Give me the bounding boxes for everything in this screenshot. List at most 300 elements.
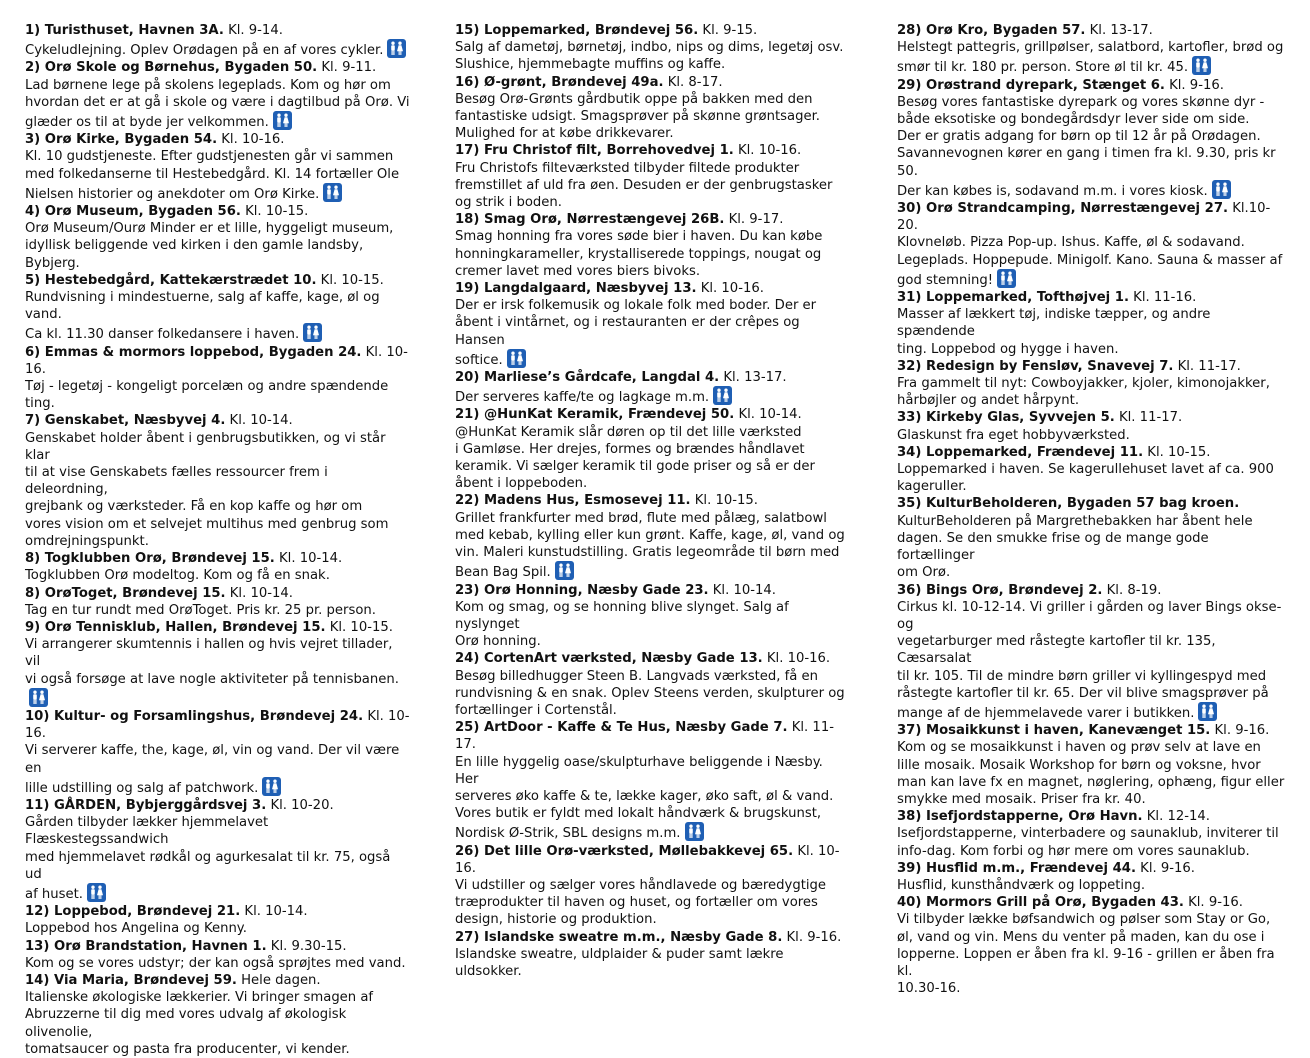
opening-hours: Kl. 10-14. [229,413,293,429]
toilet-icon [303,323,322,342]
opening-hours: Kl. 10-16. [221,132,285,148]
toilet-icon [87,883,106,902]
opening-hours: Kl. 9-16. [1214,723,1270,739]
location-entry [25,131,410,203]
entry-place: Loppemarked, Brøndevej 56. [483,23,699,38]
entry-number: 3) [25,132,41,148]
entry-number: 9) [25,619,41,635]
entry-name [25,204,241,219]
entry-number: 14) [25,972,50,988]
entry-title [897,444,1289,461]
location-entry [25,619,410,708]
entry-number: 32) [897,358,922,374]
entry-place: Hestebedgård, Kattekærstrædet 10. [44,272,317,288]
entry-description [25,989,410,1058]
entry-number: 23) [455,582,480,598]
entry-description [455,228,850,280]
entry-place: Orø Museum, Bygaden 56. [44,204,241,220]
entry-number: 10) [25,708,50,724]
location-entry [455,369,850,406]
description-text: Besøg billedhugger Steen B. Langvads værksted, få en rundvisning & en snak. Oplev Steens verden, skulpturer og fortællinger i Cortenstål. [455,668,845,718]
entry-name [25,345,361,360]
entry-title [25,203,410,220]
entry-place: Genskabet, Næsbyvej 4. [44,413,226,429]
entry-name [25,709,363,724]
column-3 [897,22,1289,997]
entry-description [455,754,850,843]
entry-description [455,946,850,980]
description-text: Kom og se vores udstyr; der kan også sprøjtes med vand. [25,955,406,971]
entry-name [455,493,691,508]
entry-description [455,39,850,73]
entry-name [455,583,709,598]
entry-place: Togklubben Orø, Brøndevej 15. [44,551,275,567]
entry-title [897,860,1289,877]
entry-place: Turisthuset, Havnen 3A. [44,23,224,38]
location-entry [455,582,850,651]
entry-name [897,359,1173,374]
entry-number: 4) [25,204,41,220]
entry-number: 35) [897,496,922,512]
location-entry [897,289,1289,358]
entry-place: Orø Strandcamping, Nørrestængevej 27. [925,201,1229,217]
entry-title [455,22,850,39]
entry-name [897,895,1184,910]
entry-place: Emmas & mormors loppebod, Bygaden 24. [44,344,362,360]
entry-description [25,148,410,203]
entry-number: 26) [455,843,480,859]
entry-place: Ø-grønt, Brøndevej 49a. [483,74,664,90]
opening-hours: Kl.10-20. [897,201,1271,234]
entry-name [897,809,1143,824]
entry-title [25,344,410,378]
location-entry [897,582,1289,723]
opening-hours: Kl. 10-16. [738,143,802,159]
entry-title [25,59,410,76]
entry-number: 39) [897,860,922,876]
entry-description [455,386,850,406]
description-text: Italienske økologiske lækkerier. Vi bringer smagen af Abruzzerne til dig med vores udvalg af økologisk olivenolie, tomatsaucer og pasta fra producenter, vi kender. [25,990,374,1057]
description-text: Genskabet holder åbent i genbrugsbutikken, og vi står klar til at vise Genskabets fælles ressourcer frem i deleordning, grejbank og værksteder. Få en kop kaffe og hør om vores vision om et selvejet multihus med genbrug som omdrejningspunkt. [25,430,389,549]
opening-hours: Kl. 10-16. [766,651,831,667]
entry-number: 24) [455,651,480,667]
entry-name [25,798,266,813]
opening-hours: Kl. 9-11. [321,60,377,76]
entry-description [25,430,410,550]
entry-title [25,797,410,814]
entry-title [25,412,410,429]
description-text: Masser af lækkert tøj, indiske tæpper, og andre spændende ting. Loppebod og hygge i haven. [897,307,1211,357]
opening-hours: Kl. 10-15. [245,204,309,220]
entry-place: Mosaikkunst i haven, Kanevænget 15. [925,723,1211,739]
entry-description [455,877,850,929]
entry-number: 31) [897,290,922,306]
entry-description [25,955,410,972]
opening-hours: Kl. 10-14. [229,585,293,601]
location-entry [25,344,410,413]
description-text: Glaskunst fra eget hobbyværksted. [897,427,1130,443]
entry-place: Loppemarked, Frændevej 11. [925,444,1144,460]
description-text: KulturBeholderen på Margrethebakken har åbent hele dagen. Se den smukke frise og de mange gode fortællinger om Orø. [897,513,1253,581]
opening-hours: Kl. 10-14. [712,582,776,598]
entry-place: Kirkeby Glas, Syvvejen 5. [925,410,1115,426]
entry-description [897,94,1289,200]
description-text: Besøg Orø-Grønts gårdbutik oppe på bakken med den fantastiske udsigt. Smagsprøver på skønne grøntsager. Mulighed for at købe drikkevarer. [455,91,820,142]
description-text: Isefjordstapperne, vinterbadere og saunaklub, inviterer til info-dag. Kom forbi og hør mere om vores saunaklub. [897,826,1279,859]
opening-hours: Kl. 11-17. [1118,410,1183,426]
entry-number: 7) [25,413,41,429]
location-entry [25,550,410,584]
location-entry [455,280,850,369]
entry-description [897,513,1289,582]
entry-description [455,91,850,143]
location-entry [25,938,410,972]
entry-name [25,132,217,147]
entry-name [455,75,664,90]
entry-number: 17) [455,143,480,159]
entry-description [897,461,1289,495]
entry-number: 11) [25,797,50,813]
location-entry [455,929,850,981]
toilet-icon [997,269,1016,288]
entry-title [25,972,410,989]
opening-hours: Hele dagen. [241,972,321,988]
entry-description [897,599,1289,722]
opening-hours: Kl. 9-16. [1140,860,1195,876]
entry-number: 36) [897,582,922,598]
entry-place: Husflid m.m., Frændevej 44. [925,860,1136,876]
entry-place: CortenArt værksted, Næsby Gade 13. [483,651,763,667]
description-text: Kl. 10 gudstjeneste. Efter gudstjenesten går vi sammen med folkedanserne til Hestebedgård. Kl. 14 fortæller Ole Nielsen historier og anekdoter om Orø Kirke. [25,149,400,202]
opening-hours: Kl. 11-17. [455,720,834,753]
entry-place: Isefjordstapperne, Orø Havn. [925,809,1143,825]
entry-description [25,289,410,344]
entry-description [25,920,410,937]
entry-title [455,74,850,91]
entry-number: 1) [25,23,41,38]
description-text: Vi udstiller og sælger vores håndlavede og bæredygtige træprodukter til haven og huset, og fortæller om vores design, historie og produktion. [455,877,827,928]
entry-name [25,60,317,75]
entry-description [25,602,410,619]
location-entry [455,843,850,929]
entry-title [25,550,410,567]
toilet-icon [262,777,281,796]
entry-place: Redesign by Fensløv, Snavevej 7. [925,358,1174,374]
location-entry [897,808,1289,860]
entry-title [455,280,850,297]
entry-name [25,904,240,919]
entry-description [897,877,1289,894]
toilet-icon [1192,56,1211,75]
entry-description [897,825,1289,859]
entry-number: 16) [455,74,480,90]
entry-title [25,619,410,636]
entry-place: Langdalgaard, Næsbyvej 13. [483,281,697,297]
entry-name [25,551,275,566]
entry-title [897,409,1289,426]
entry-place: Orø Tennisklub, Hallen, Brøndevej 15. [44,619,326,635]
location-entry [897,444,1289,496]
description-text: Loppebod hos Angelina og Kenny. [25,921,247,937]
entry-place: Kultur- og Forsamlingshus, Brøndevej 24. [53,708,364,724]
entry-description [25,567,410,584]
opening-hours: Kl. 10-14. [738,407,802,423]
entry-name [455,407,734,422]
entry-name [455,844,793,859]
entry-title [455,650,850,667]
entry-number: 38) [897,809,922,825]
entry-place: Orø Brandstation, Havnen 1. [53,938,267,954]
location-entry [25,272,410,344]
entry-description [897,739,1289,808]
opening-hours: Kl. 9-17. [728,212,784,228]
entry-number: 22) [455,493,480,509]
entry-number: 8) [25,585,41,601]
entry-place: Fru Christof filt, Borrehovedvej 1. [483,143,734,159]
opening-hours: Kl. 10-15. [694,493,758,509]
description-text: Helstegt pattegris, grillpølser, salatbord, kartofler, brød og smør til kr. 180 pr. person. Store øl til kr. 45. [897,40,1284,76]
description-text: Togklubben Orø modeltog. Kom og få en snak. [25,568,330,584]
entry-title [897,808,1289,825]
entry-description [25,742,410,797]
opening-hours: Kl. 9-15. [702,23,758,38]
location-entry [897,722,1289,808]
opening-hours: Kl. 9-16. [1169,77,1224,93]
description-text: Tøj - legetøj - kongeligt porcelæn og andre spændende ting. [25,379,389,412]
entry-name [897,23,1085,38]
entry-title [897,495,1289,512]
description-text: Tag en tur rundt med OrøToget. Pris kr. 25 pr. person. [25,602,376,618]
entry-description [25,814,410,903]
location-entry [455,22,850,74]
entry-place: Orø Kro, Bygaden 57. [925,23,1086,38]
entry-name [455,281,697,296]
entry-place: Bings Orø, Brøndevej 2. [925,582,1103,598]
opening-hours: Kl. 10-20. [270,797,334,813]
entry-place: Via Maria, Brøndevej 59. [53,972,237,988]
opening-hours: Kl. 10-16. [25,708,410,742]
toilet-icon [323,183,342,202]
entry-title [897,894,1289,911]
entry-name [897,583,1102,598]
entry-description [455,599,850,651]
entry-title [455,843,850,877]
location-entry [455,492,850,581]
location-entry [25,903,410,937]
location-entry [897,894,1289,997]
location-entry [25,972,410,1058]
entry-description [455,424,850,493]
entry-title [455,142,850,159]
entry-place: Madens Hus, Esmosevej 11. [483,493,691,509]
description-text: Fru Christofs filteværksted tilbyder filtede produkter fremstillet af uld fra øen. Desuden er der genbrugstasker og strik i boden. [455,160,833,211]
entry-description [455,297,850,369]
entry-description [25,636,410,708]
entry-place: Islandske sweatre m.m., Næsby Gade 8. [483,929,783,945]
entry-number: 27) [455,929,480,945]
entry-name [897,410,1115,425]
location-entry [25,203,410,272]
entry-description [455,668,850,720]
entry-name [897,723,1210,738]
opening-hours: Kl. 9-16. [786,929,842,945]
entry-number: 28) [897,23,922,38]
entry-title [25,22,410,39]
entry-place: Orøstrand dyrepark, Stænget 6. [925,77,1165,93]
location-entry [25,708,410,797]
entry-place: GÅRDEN, Bybjerggårdsvej 3. [53,797,267,813]
location-entry [25,59,410,131]
opening-hours: Kl. 10-15. [1147,444,1211,460]
entry-number: 20) [455,370,480,386]
description-text: Fra gammelt til nyt: Cowboyjakker, kjoler, kimonojakker, hårbøjler og andet hårpynt. [897,376,1270,409]
entry-description [897,427,1289,444]
location-entry [897,358,1289,410]
entry-name [455,143,734,158]
entry-number: 15) [455,23,480,38]
description-text: Salg af dametøj, børnetøj, indbo, nips og dims, legetøj osv. Slushice, hjemmebagte muffins og kaffe. [455,40,844,73]
description-text: Vi tilbyder lække bøfsandwich og pølser som Stay or Go, øl, vand og vin. Mens du venter på maden, kan du ose i lopperne. Loppen er åben fra kl. 9-16 - grillen er åben fra kl. 10.30-16. [897,912,1275,997]
entry-place: OrøToget, Brøndevej 15. [44,585,226,601]
toilet-icon [29,688,48,707]
opening-hours: Kl. 10-15. [329,619,393,635]
entry-description [25,220,410,272]
entry-number: 25) [455,720,480,736]
entry-number: 18) [455,212,480,228]
entry-name [25,23,224,38]
toilet-icon [273,111,292,130]
toilet-icon [1198,702,1217,721]
entry-number: 19) [455,281,480,297]
entry-place: Det lille Orø-værksted, Møllebakkevej 65. [483,843,794,859]
toilet-icon [713,386,732,405]
opening-hours: Kl. 10-16. [25,344,408,377]
description-text: Loppemarked i haven. Se kagerullehuset lavet af ca. 900 kageruller. [897,462,1274,495]
entry-place: Orø Kirke, Bygaden 54. [44,132,218,148]
entry-description [25,378,410,412]
opening-hours: Kl. 10-14. [279,551,343,567]
entry-number: 34) [897,444,922,460]
entry-name [455,720,788,735]
entry-name [25,939,267,954]
entry-name [25,413,225,428]
entry-title [455,492,850,509]
entry-number: 12) [25,904,50,920]
entry-name [455,23,698,38]
description-text: Smag honning fra vores søde bier i haven. Du kan købe honningkarameller, krystalliserede toppings, nougat og cremer lavet med vores biers bivoks. [455,229,823,279]
description-text: Grillet frankfurter med brød, flute med pålæg, salatbowl med kebab, kylling eller kun grønt. Kaffe, kage, øl, vand og vin. Maleri kunstudstilling. Gratis legeområde til børn med Bean Bag Spil. [455,510,845,581]
entry-place: Mormors Grill på Orø, Bygaden 43. [925,895,1184,911]
toilet-icon [387,39,406,58]
description-text: Orø Museum/Ourø Minder er et lille, hyggeligt museum, idyllisk beliggende ved kirken i den gamle landsby, Bybjerg. [25,221,394,271]
location-entry [25,797,410,903]
opening-hours: Kl. 10-15. [320,272,384,288]
description-text: @HunKat Keramik slår døren op til det lille værksted i Gamløse. Her drejes, formes og brændes håndlavet keramik. Vi sælger keramik til gode priser og så er der åbent i loppeboden. [455,424,815,492]
entry-name [25,620,326,635]
description-text: Der serveres kaffe/te og lagkage m.m. [455,390,710,406]
entry-title [455,582,850,599]
entry-title [455,719,850,753]
description-text: Cykeludlejning. Oplev Orødagen på en af vores cykler. [25,43,384,59]
opening-hours: Kl. 11-16. [1133,290,1197,306]
location-entry [25,412,410,550]
entry-name [25,586,226,601]
entry-name [897,201,1228,216]
entry-title [25,131,410,148]
description-text: Rundvisning i mindestuerne, salg af kaffe, kage, øl og vand. Ca kl. 11.30 danser folkedansere i haven. [25,290,380,343]
opening-hours: Kl. 10-16. [455,843,840,876]
location-entry [25,22,410,59]
opening-hours: Kl. 12-14. [1146,809,1210,825]
description-text: Husflid, kunsthåndværk og loppeting. [897,877,1146,893]
entry-description [897,39,1289,76]
entry-place: Orø Honning, Næsby Gade 23. [483,582,709,598]
opening-hours: Kl. 8-17. [667,74,723,90]
entry-number: 8) [25,551,41,567]
entry-place: Loppemarked, Tofthøjvej 1. [925,290,1129,306]
location-entry [25,585,410,619]
entry-title [897,358,1289,375]
description-text: Der er irsk folkemusik og lokale folk med boder. Der er åbent i vintårnet, og i restauranten er der crêpes og Hansen softice. [455,298,817,368]
location-entry [455,719,850,842]
entry-description [25,39,410,59]
entry-title [455,211,850,228]
opening-hours: Kl. 10-16. [700,281,764,297]
entry-title [897,582,1289,599]
entry-title [25,938,410,955]
opening-hours: Kl. 13-17. [1089,23,1153,38]
entry-title [897,289,1289,306]
opening-hours: Kl. 9-16. [1188,895,1243,911]
entry-name [455,212,724,227]
entry-description [897,306,1289,358]
location-entry [897,22,1289,77]
entry-number: 21) [455,407,480,423]
description-text: Kom og se mosaikkunst i haven og prøv selv at lave en lille mosaik. Mosaik Workshop for børn og voksne, hvor man kan lave fx en magnet, nøglering, ophæng, figur eller smykke med mosaik. Priser fra kr. 40. [897,740,1285,807]
toilet-icon [555,561,574,580]
entry-number: 5) [25,272,41,288]
column-1 [25,22,410,1058]
entry-title [455,406,850,423]
entry-place: KulturBeholderen, Bygaden 57 bag kroen. [925,496,1240,512]
entry-place: Loppebod, Brøndevej 21. [53,904,241,920]
opening-hours: Kl. 11-17. [1177,358,1241,374]
opening-hours: Kl. 8-19. [1106,582,1162,598]
entry-description [25,77,410,132]
entry-description [897,375,1289,409]
entry-title [455,369,850,386]
location-entry [455,650,850,719]
entry-number: 6) [25,344,41,360]
description-text: Gården tilbyder lækker hjemmelavet Flæskestegssandwich med hjemmelavet rødkål og agurkesalat til kr. 75, også ud af huset. [25,815,391,902]
entry-title [897,200,1289,234]
description-text: Vi serverer kaffe, the, kage, øl, vin og vand. Der vil være en lille udstilling og salg af patchwork. [25,743,400,796]
entry-title [25,585,410,602]
location-entry [897,495,1289,581]
location-entry [897,200,1289,289]
description-text: Kom og smag, og se honning blive slynget. Salg af nyslynget Orø honning. [455,599,789,650]
entry-description [897,234,1289,289]
entry-name [455,930,782,945]
description-text: Islandske sweatre, uldplaider & puder samt lækre uldsokker. [455,946,784,979]
location-entry [455,142,850,211]
location-entry [455,406,850,492]
entry-name [897,496,1239,511]
description-text: Vi arrangerer skumtennis i hallen og hvis vejret tillader, vil vi også forsøge at lave nogle aktiviteter på tennisbanen. [25,637,399,687]
entry-name [897,78,1165,93]
entry-title [25,708,410,742]
entry-title [897,77,1289,94]
